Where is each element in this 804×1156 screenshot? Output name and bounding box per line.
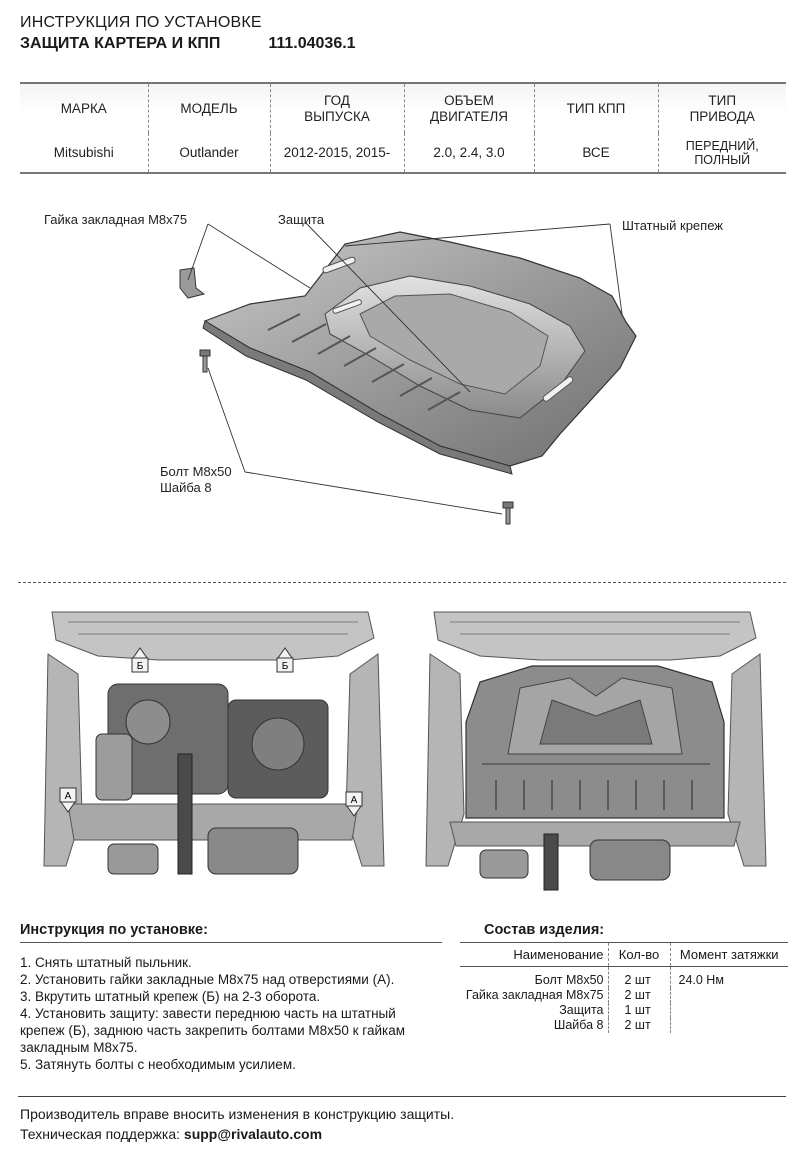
- kit-title: Состав изделия:: [484, 922, 605, 938]
- kit-item-qty: 2 шт: [608, 967, 670, 989]
- kit-item-name: Гайка закладная М8х75: [465, 988, 604, 1002]
- spec-make: Mitsubishi: [20, 133, 148, 173]
- spec-header-make: МАРКА: [20, 83, 148, 133]
- footer-support: [20, 1126, 322, 1142]
- kit-row: [460, 967, 788, 989]
- instruction-step: 1. Снять штатный пыльник.: [20, 955, 192, 970]
- vehicle-spec-table: [20, 82, 786, 174]
- instructions-list: [20, 954, 450, 1073]
- svg-text:Б: Б: [136, 661, 144, 672]
- spec-header-engine: ОБЪЕМ ДВИГАТЕЛЯ: [404, 83, 534, 133]
- spec-year: 2012-2015, 2015-: [270, 133, 404, 173]
- instruction-step: 2. Установить гайки закладные М8х75 над отверстиями (А).: [20, 972, 395, 987]
- kit-table: [460, 942, 788, 1033]
- svg-text:Б: Б: [281, 661, 289, 672]
- doc-type-title: ИНСТРУКЦИЯ ПО УСТАНОВКЕ: [20, 14, 262, 31]
- kit-row: [460, 1003, 788, 1018]
- kit-item-name: Болт М8х50: [534, 973, 604, 987]
- skid-plate-drawing: [0, 196, 804, 566]
- label-embedded-nut: Гайка закладная М8х75: [44, 212, 188, 227]
- spec-value-row: [20, 133, 786, 173]
- kit-header-row: [460, 943, 788, 967]
- svg-text:А: А: [64, 791, 72, 802]
- photo-after-installation: [420, 604, 770, 896]
- spec-header-model: МОДЕЛЬ: [148, 83, 270, 133]
- section-divider: [18, 582, 786, 583]
- product-title: [20, 35, 356, 53]
- label-bolt: Болт М8х50: [160, 464, 232, 479]
- bolt-right: [503, 502, 513, 524]
- spec-header-drive: ТИП ПРИВОДА: [658, 83, 786, 133]
- spec-header-row: [20, 83, 786, 133]
- kit-row: [460, 1018, 788, 1033]
- photo-before-installation: [38, 604, 388, 896]
- instruction-step: закладным М8х75.: [20, 1040, 138, 1055]
- skid-plate-diagram: [0, 196, 804, 566]
- kit-item-torque: [670, 988, 788, 1003]
- instruction-step: 4. Установить защиту: завести переднюю часть на штатный: [20, 1006, 396, 1021]
- kit-item-torque: [670, 1003, 788, 1018]
- support-email-link[interactable]: supp@rivalauto.com: [183, 1126, 323, 1142]
- kit-item-qty: 2 шт: [608, 1018, 670, 1033]
- kit-item-torque: [670, 1018, 788, 1033]
- instruction-step: крепеж (Б), заднюю часть закрепить болтами М8х50 к гайкам: [20, 1023, 405, 1038]
- kit-item-name: Шайба 8: [553, 1018, 604, 1032]
- kit-row: [460, 988, 788, 1003]
- undercarriage-after-drawing: [420, 604, 770, 896]
- label-shield: Защита: [278, 212, 325, 227]
- instructions-underline: [20, 942, 442, 943]
- kit-item-qty: 2 шт: [608, 988, 670, 1003]
- label-standard-fastener: Штатный крепеж: [622, 218, 723, 233]
- undercarriage-before-drawing: [38, 604, 388, 896]
- instructions-title: Инструкция по установке:: [20, 922, 208, 938]
- label-washer: Шайба 8: [160, 480, 212, 495]
- kit-item-torque: 24.0 Нм: [670, 967, 788, 989]
- support-label: Техническая поддержка:: [20, 1126, 181, 1142]
- kit-header-torque: Момент затяжки: [670, 943, 788, 967]
- spec-engine: 2.0, 2.4, 3.0: [404, 133, 534, 173]
- kit-item-name: Защита: [559, 1003, 604, 1017]
- spec-drive: ПЕРЕДНИЙ, ПОЛНЫЙ: [658, 133, 786, 173]
- product-name: ЗАЩИТА КАРТЕРА И КПП: [20, 35, 221, 52]
- svg-text:А: А: [350, 795, 358, 806]
- spec-gearbox: ВСЕ: [534, 133, 658, 173]
- kit-header-name: Наименование: [460, 943, 608, 967]
- kit-item-qty: 1 шт: [608, 1003, 670, 1018]
- spec-model: Outlander: [148, 133, 270, 173]
- spec-header-gearbox: ТИП КПП: [534, 83, 658, 133]
- kit-header-qty: Кол-во: [608, 943, 670, 967]
- instruction-step: 5. Затянуть болты с необходимым усилием.: [20, 1057, 296, 1072]
- instruction-step: 3. Вкрутить штатный крепеж (Б) на 2-3 оборота.: [20, 989, 321, 1004]
- footer-disclaimer: Производитель вправе вносить изменения в конструкцию защиты.: [20, 1106, 455, 1122]
- embedded-nut: [180, 268, 204, 298]
- product-code: 111.04036.1: [268, 35, 356, 52]
- spec-header-year: ГОД ВЫПУСКА: [270, 83, 404, 133]
- footer-divider: [18, 1096, 786, 1097]
